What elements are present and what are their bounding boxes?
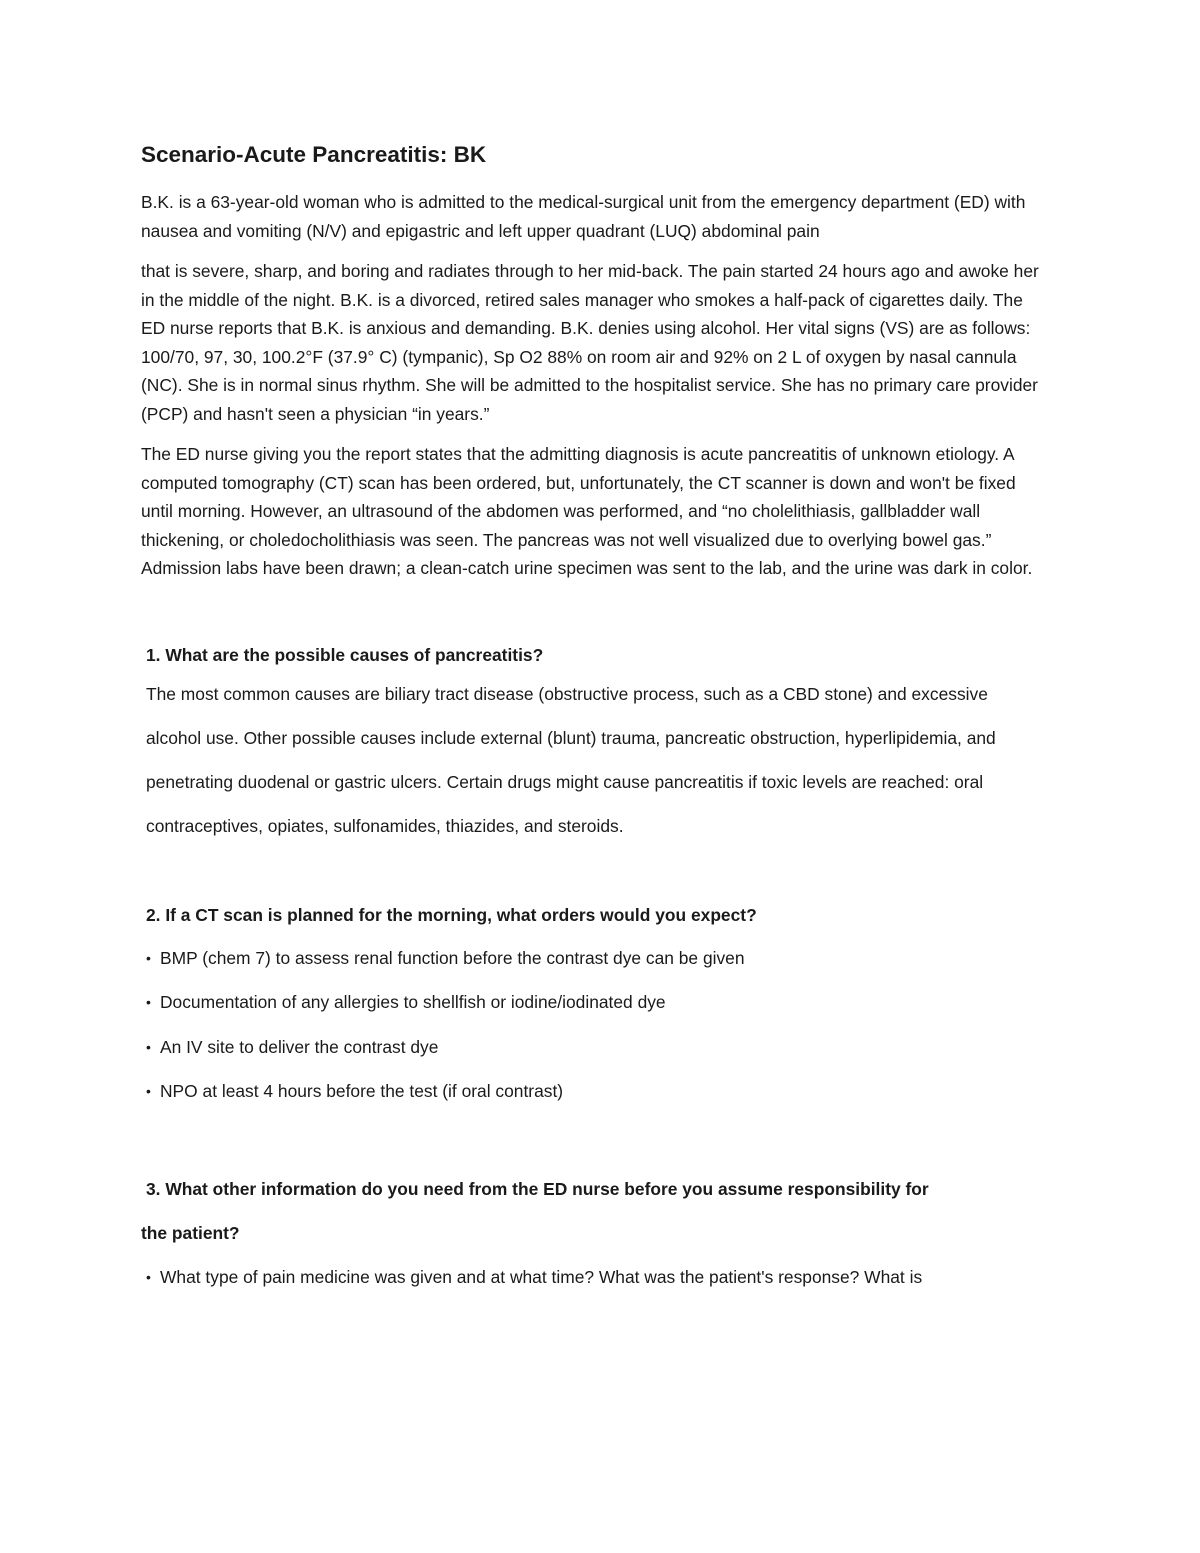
question-2: 2. If a CT scan is planned for the morning, what orders would you expect?: [146, 905, 757, 926]
question-2-bullet-list: [141, 936, 1046, 1114]
list-item-text: What type of pain medicine was given and at what time? What was the patient's response? What is: [160, 1266, 923, 1287]
list-item-text: Documentation of any allergies to shellfish or iodine/iodinated dye: [160, 992, 666, 1013]
question-3-line-2: the patient?: [141, 1222, 240, 1243]
list-item: [146, 1069, 1046, 1114]
scenario-paragraph-2: that is severe, sharp, and boring and radiates through to her mid-back. The pain started 24 hours ago and awoke her in the middle of the night. B.K. is a divorced, retired sales manager who smokes a half-pack of cigarettes daily. The ED nurse reports that B.K. is anxious and demanding. B.K. denies using alcohol. Her vital signs (VS) are as follows: 100/70, 97, 30, 100.2°F (37.9° C) (tympanic), Sp O2 88% on room air and 92% on 2 L of oxygen by nasal cannula (NC). She is in normal sinus rhythm. She will be admitted to the hospitalist service. She has no primary care provider (PCP) and hasn't seen a physician “in years.”: [141, 261, 1039, 424]
list-item-text: NPO at least 4 hours before the test (if oral contrast): [160, 1081, 564, 1102]
question-1: 1. What are the possible causes of pancreatitis?: [146, 644, 544, 665]
question-3-bullet-list: [141, 1255, 1046, 1300]
list-item-text: An IV site to deliver the contrast dye: [160, 1036, 439, 1057]
bullet-icon: •: [146, 1268, 151, 1285]
question-3: [141, 1167, 1046, 1255]
list-item: [146, 980, 1046, 1025]
question-3-line-1: 3. What other information do you need from the ED nurse before you assume responsibility for: [146, 1178, 929, 1199]
bullet-icon: •: [146, 1038, 151, 1055]
list-item-text: BMP (chem 7) to assess renal function before the contrast dye can be given: [160, 947, 745, 968]
document-title: Scenario-Acute Pancreatitis: BK: [141, 142, 487, 167]
bullet-icon: •: [146, 949, 151, 966]
list-item: [146, 1025, 1046, 1070]
scenario-paragraph-1: B.K. is a 63-year-old woman who is admitted to the medical-surgical unit from the emergency department (ED) with nausea and vomiting (N/V) and epigastric and left upper quadrant (LUQ) abdominal pain: [141, 192, 1026, 241]
bullet-icon: •: [146, 1083, 151, 1100]
answer-1: The most common causes are biliary tract disease (obstructive process, such as a CBD stone) and excessive alcohol use. Other possible causes include external (blunt) trauma, pancreatic obstruction, hyperlipidemia, and penetrating duodenal or gastric ulcers. Certain drugs might cause pancreatitis if toxic levels are reached: oral contraceptives, opiates, sulfonamides, thiazides, and steroids.: [146, 684, 996, 837]
bullet-icon: •: [146, 994, 151, 1011]
list-item: [146, 936, 1046, 981]
document-content: [141, 140, 1046, 1299]
scenario-paragraph-3: The ED nurse giving you the report states that the admitting diagnosis is acute pancreatitis of unknown etiology. A computed tomography (CT) scan has been ordered, but, unfortunately, the CT scanner is down and won't be fixed until morning. However, an ultrasound of the abdomen was performed, and “no cholelithiasis, gallbladder wall thickening, or choledocholithiasis was seen. The pancreas was not well visualized due to overlying bowel gas.” Admission labs have been drawn; a clean-catch urine specimen was sent to the lab, and the urine was dark in color.: [141, 444, 1033, 579]
list-item: [146, 1255, 1046, 1300]
